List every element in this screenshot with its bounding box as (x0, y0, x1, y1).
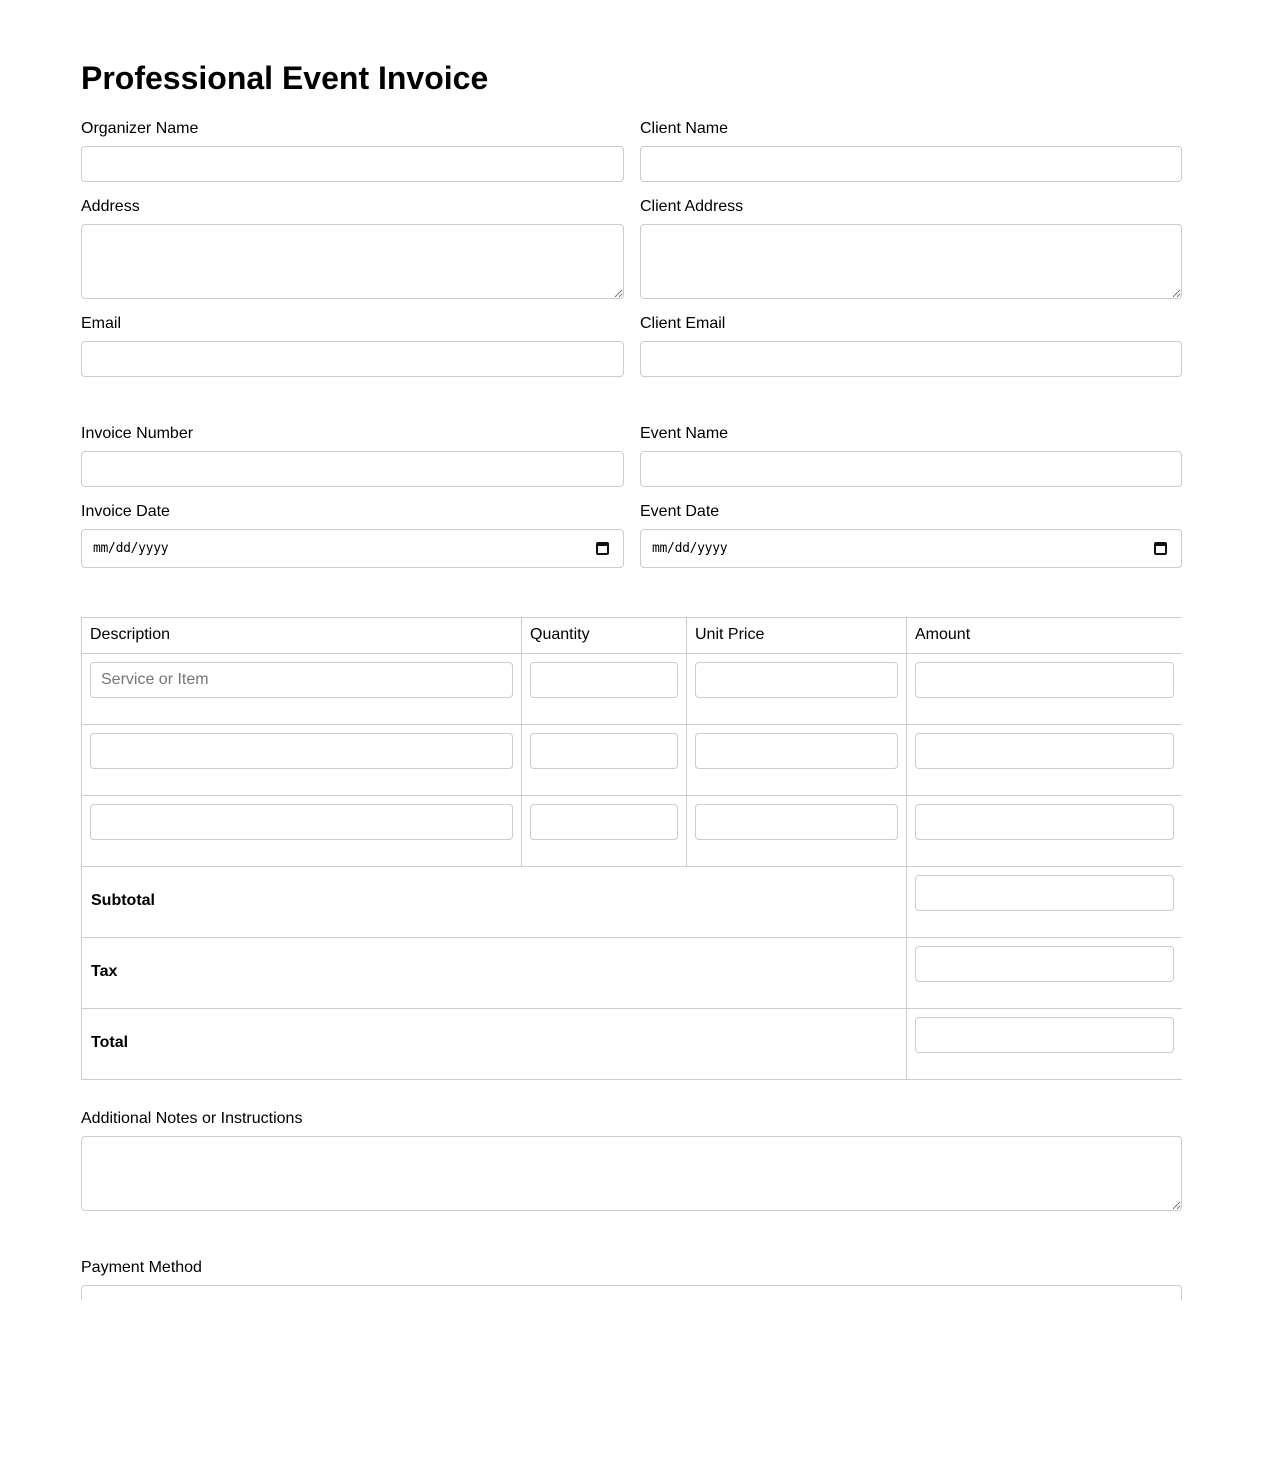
invoice-date-input[interactable] (81, 529, 624, 568)
table-row (82, 725, 1183, 796)
header-quantity: Quantity (522, 618, 687, 654)
addresses-row (81, 198, 1182, 299)
total-label: Total (82, 1009, 907, 1080)
unit-price-input[interactable] (695, 733, 898, 769)
dates-row (81, 503, 1182, 568)
notes-label: Additional Notes or Instructions (81, 1110, 303, 1127)
event-date-placeholder: mm/dd/yyyy (652, 541, 728, 556)
client-name-group (640, 120, 1182, 182)
client-address-textarea[interactable] (640, 224, 1182, 299)
organizer-name-group (81, 120, 624, 182)
client-name-label: Client Name (640, 120, 729, 137)
emails-row (81, 315, 1182, 377)
event-date-input[interactable] (640, 529, 1182, 568)
quantity-input[interactable] (530, 733, 678, 769)
description-input[interactable] (90, 733, 513, 769)
organizer-email-group (81, 315, 624, 377)
total-row (82, 1009, 1183, 1080)
event-name-group (640, 425, 1182, 487)
invoice-date-group (81, 503, 624, 568)
table-row (82, 796, 1183, 867)
client-email-group (640, 315, 1182, 377)
payment-method-label: Payment Method (81, 1259, 202, 1276)
invoice-number-label: Invoice Number (81, 425, 194, 442)
tax-input[interactable] (915, 946, 1174, 982)
organizer-name-label: Organizer Name (81, 120, 199, 137)
invoice-date-placeholder: mm/dd/yyyy (93, 541, 169, 556)
organizer-name-input[interactable] (81, 146, 624, 182)
amount-cell (907, 654, 1183, 725)
invoice-number-group (81, 425, 624, 487)
total-cell (907, 1009, 1183, 1080)
quantity-cell (522, 725, 687, 796)
quantity-input[interactable] (530, 662, 678, 698)
description-cell (82, 725, 522, 796)
invoice-event-row (81, 425, 1182, 487)
invoice-form (81, 0, 1182, 1300)
amount-cell (907, 796, 1183, 867)
payment-method-input[interactable] (81, 1285, 1182, 1300)
organizer-email-input[interactable] (81, 341, 624, 377)
organizer-email-label: Email (81, 315, 122, 332)
quantity-input[interactable] (530, 804, 678, 840)
event-name-label: Event Name (640, 425, 729, 442)
organizer-address-label: Address (81, 198, 140, 215)
description-input[interactable] (90, 662, 513, 698)
amount-input[interactable] (915, 804, 1174, 840)
calendar-icon[interactable] (596, 542, 609, 555)
client-email-label: Client Email (640, 315, 726, 332)
total-input[interactable] (915, 1017, 1174, 1053)
amount-cell (907, 725, 1183, 796)
event-date-group (640, 503, 1182, 568)
unit-price-cell (687, 654, 907, 725)
client-address-group (640, 198, 1182, 299)
organizer-address-group (81, 198, 624, 299)
invoice-date-label: Invoice Date (81, 503, 170, 520)
notes-group (81, 1110, 1182, 1211)
header-amount: Amount (907, 618, 1183, 654)
header-unit-price: Unit Price (687, 618, 907, 654)
subtotal-cell (907, 867, 1183, 938)
calendar-icon[interactable] (1154, 542, 1167, 555)
unit-price-input[interactable] (695, 662, 898, 698)
table-row (82, 654, 1183, 725)
unit-price-cell (687, 725, 907, 796)
organizer-address-textarea[interactable] (81, 224, 624, 299)
tax-row (82, 938, 1183, 1009)
event-date-label: Event Date (640, 503, 720, 520)
quantity-cell (522, 654, 687, 725)
amount-input[interactable] (915, 733, 1174, 769)
names-row (81, 120, 1182, 182)
description-cell (82, 796, 522, 867)
unit-price-cell (687, 796, 907, 867)
invoice-number-input[interactable] (81, 451, 624, 487)
tax-cell (907, 938, 1183, 1009)
client-name-input[interactable] (640, 146, 1182, 182)
quantity-cell (522, 796, 687, 867)
description-cell (82, 654, 522, 725)
client-email-input[interactable] (640, 341, 1182, 377)
subtotal-input[interactable] (915, 875, 1174, 911)
header-description: Description (82, 618, 522, 654)
subtotal-label: Subtotal (82, 867, 907, 938)
event-name-input[interactable] (640, 451, 1182, 487)
line-items-table (81, 617, 1182, 1080)
notes-textarea[interactable] (81, 1136, 1182, 1211)
payment-method-group (81, 1259, 1182, 1300)
page-title: Professional Event Invoice (81, 60, 489, 96)
subtotal-row (82, 867, 1183, 938)
description-input[interactable] (90, 804, 513, 840)
client-address-label: Client Address (640, 198, 744, 215)
unit-price-input[interactable] (695, 804, 898, 840)
amount-input[interactable] (915, 662, 1174, 698)
tax-label: Tax (82, 938, 907, 1009)
table-header-row (82, 618, 1183, 654)
